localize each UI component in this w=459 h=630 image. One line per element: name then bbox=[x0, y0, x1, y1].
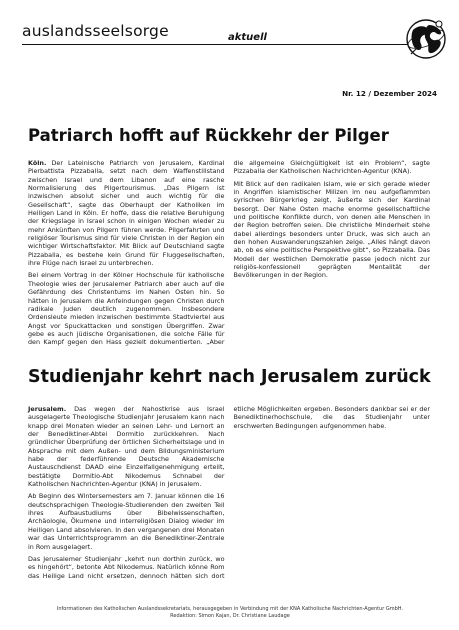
footer-publisher: Informationen des Katholischen Auslandssekretariats, herausgegeben in Verbindung mit der KNA Katholische Nachrichten-Agentur GmbH. bbox=[56, 606, 404, 612]
masthead-tag: aktuell bbox=[228, 32, 267, 43]
article-1-body bbox=[28, 159, 430, 359]
publication-title: auslandsseelsorge bbox=[22, 22, 169, 40]
article-2-paragraph: Ab Beginn des Wintersemesters am 7. Januar können die 16 deutschsprachigen Theologie-Studierenden den zweiten Teil ihres Aufbaustudiums über Bibelwissenschaften, Archäologie, Ökumene und interreligiösen Dialog wieder im Heiligen Land absolvieren. In den vergangenen drei Monaten war das Unterrichtsprogramm an die Benediktiner-Zentrale in Rom ausgelagert. bbox=[28, 492, 225, 551]
masthead-rule bbox=[22, 44, 412, 45]
footer-editors: Redaktion: Simon Kajan, Dr. Christiane Laudage bbox=[170, 612, 290, 619]
issue-number: Nr. 12 / Dezember 2024 bbox=[342, 89, 437, 98]
globe-logo-icon bbox=[403, 16, 449, 62]
masthead bbox=[22, 22, 438, 66]
article-2-paragraph: Das Jerusalemer Studienjahr „kehrt nun dorthin zurück, wo es hingehört“, betonte Abt Nikodemus. Natürlich könne Rom das Heilige Land nicht ersetzen, dennoch hätten sich dort etliche Möglichkeiten ergeben. Besonders dankbar sei er der Benediktinerhochschule, die das Studienjahr unter erschwerten Bedingungen aufgenommen habe. bbox=[28, 405, 430, 580]
article-1-paragraph: Köln. Der Lateinische Patriarch von Jerusalem, Kardinal Pierbattista Pizzaballa, setzt nach dem Waffenstillstand zwischen Israel und dem Libanon auf eine rasche Normalisierung des Pilgertourismus. „Das Pilgern ist inzwischen absolut sicher und auch wichtig für die Gesellschaft“, sagte das Oberhaupt der Katholiken im Heiligen Land in Köln. Er hoffe, dass die relative Beruhigung der Kriegslage in Israel schon in einigen Wochen wieder zu mehr Ankünften von Pilgern führen werde. Pilgerfahrten und religiöser Tourismus sind für viele Christen in der Region ein wichtiger Wirtschaftsfaktor. Mit Blick auf Deutschland sagte Pizzaballa, es bestehe kein Grund für Fluggesellschaften, ihre Flüge nach Israel zu unterbrechen. bbox=[28, 159, 225, 268]
article-1-headline: Patriarch hofft auf Rückkehr der Pilger bbox=[28, 126, 389, 145]
article-1-paragraph: Mit Blick auf den radikalen Islam, wie er sich gerade wieder in Angriffen islamistischer Milizen im neu aufgeflammten syrischen Bürgerkrieg zeigt, äußerte sich der Kardinal besorgt. Der Nahe Osten mache enorme gesellschaftliche und politische Konflikte durch, von denen alle Menschen in der Region betroffen seien. Die christliche Minderheit stehe dabei allerdings besonders unter Druck, was sich auch an den hohen Auswanderungszahlen zeige. „Alles hängt davon ab, ob es eine politische Perspektive gibt“, so Pizzaballa. Das Modell der westlichen Demokratie passe jedoch nicht zur religiös-konfessionell geprägten Mentalität der Bevölkerungen in der Region. bbox=[233, 179, 430, 280]
article-2-paragraph: Jerusalem. Das wegen der Nahostkrise aus Israel ausgelagerte Theologische Studienjahr Jerusalem kann nach knapp drei Monaten wieder an seinen Lehr- und Lernort an der Benediktiner-Abtei Dormitio zurückkehren. Nach gründlicher Überprüfung der örtlichen Sicherheitslage und in Absprache mit dem Außen- und dem Bildungsministerium habe der federführende Deutsche Akademische Austauschdienst DAAD eine Einzelfallgenehmigung erteilt, bestätigte Dormitio-Abt Nikodemus Schnabel der Katholischen Nachrichten-Agentur (KNA) in Jerusalem. bbox=[28, 405, 225, 489]
footer bbox=[20, 606, 440, 619]
article-1-paragraph: Bei einem Vortrag in der Kölner Hochschule für katholische Theologie wies der Jerusalemer Patriarch aber auch auf die Gefährdung des Christentums im Nahen Osten hin. So hätten in Jerusalem die Anfeindungen gegen Christen durch radikale Juden deutlich zugenommen. Insbesondere Ordensleute mieden inzwischen bestimmte Stadtviertel aus Angst vor Spuckattacken und sonstigen Übergriffen. Zwar gebe es auch jüdische Organisationen, die solche Fälle für den Kampf gegen den Hass gezielt dokumentierten. „Aber die allgemeine Gleichgültigkeit ist ein Problem“, sagte Pizzaballa der Katholischen Nachrichten-Agentur (KNA). bbox=[28, 159, 430, 347]
article-2-headline: Studienjahr kehrt nach Jerusalem zurück bbox=[28, 367, 431, 387]
article-2-body bbox=[28, 405, 430, 580]
article-1-dateline: Köln. bbox=[28, 159, 47, 167]
article-2-dateline: Jerusalem. bbox=[28, 405, 67, 413]
